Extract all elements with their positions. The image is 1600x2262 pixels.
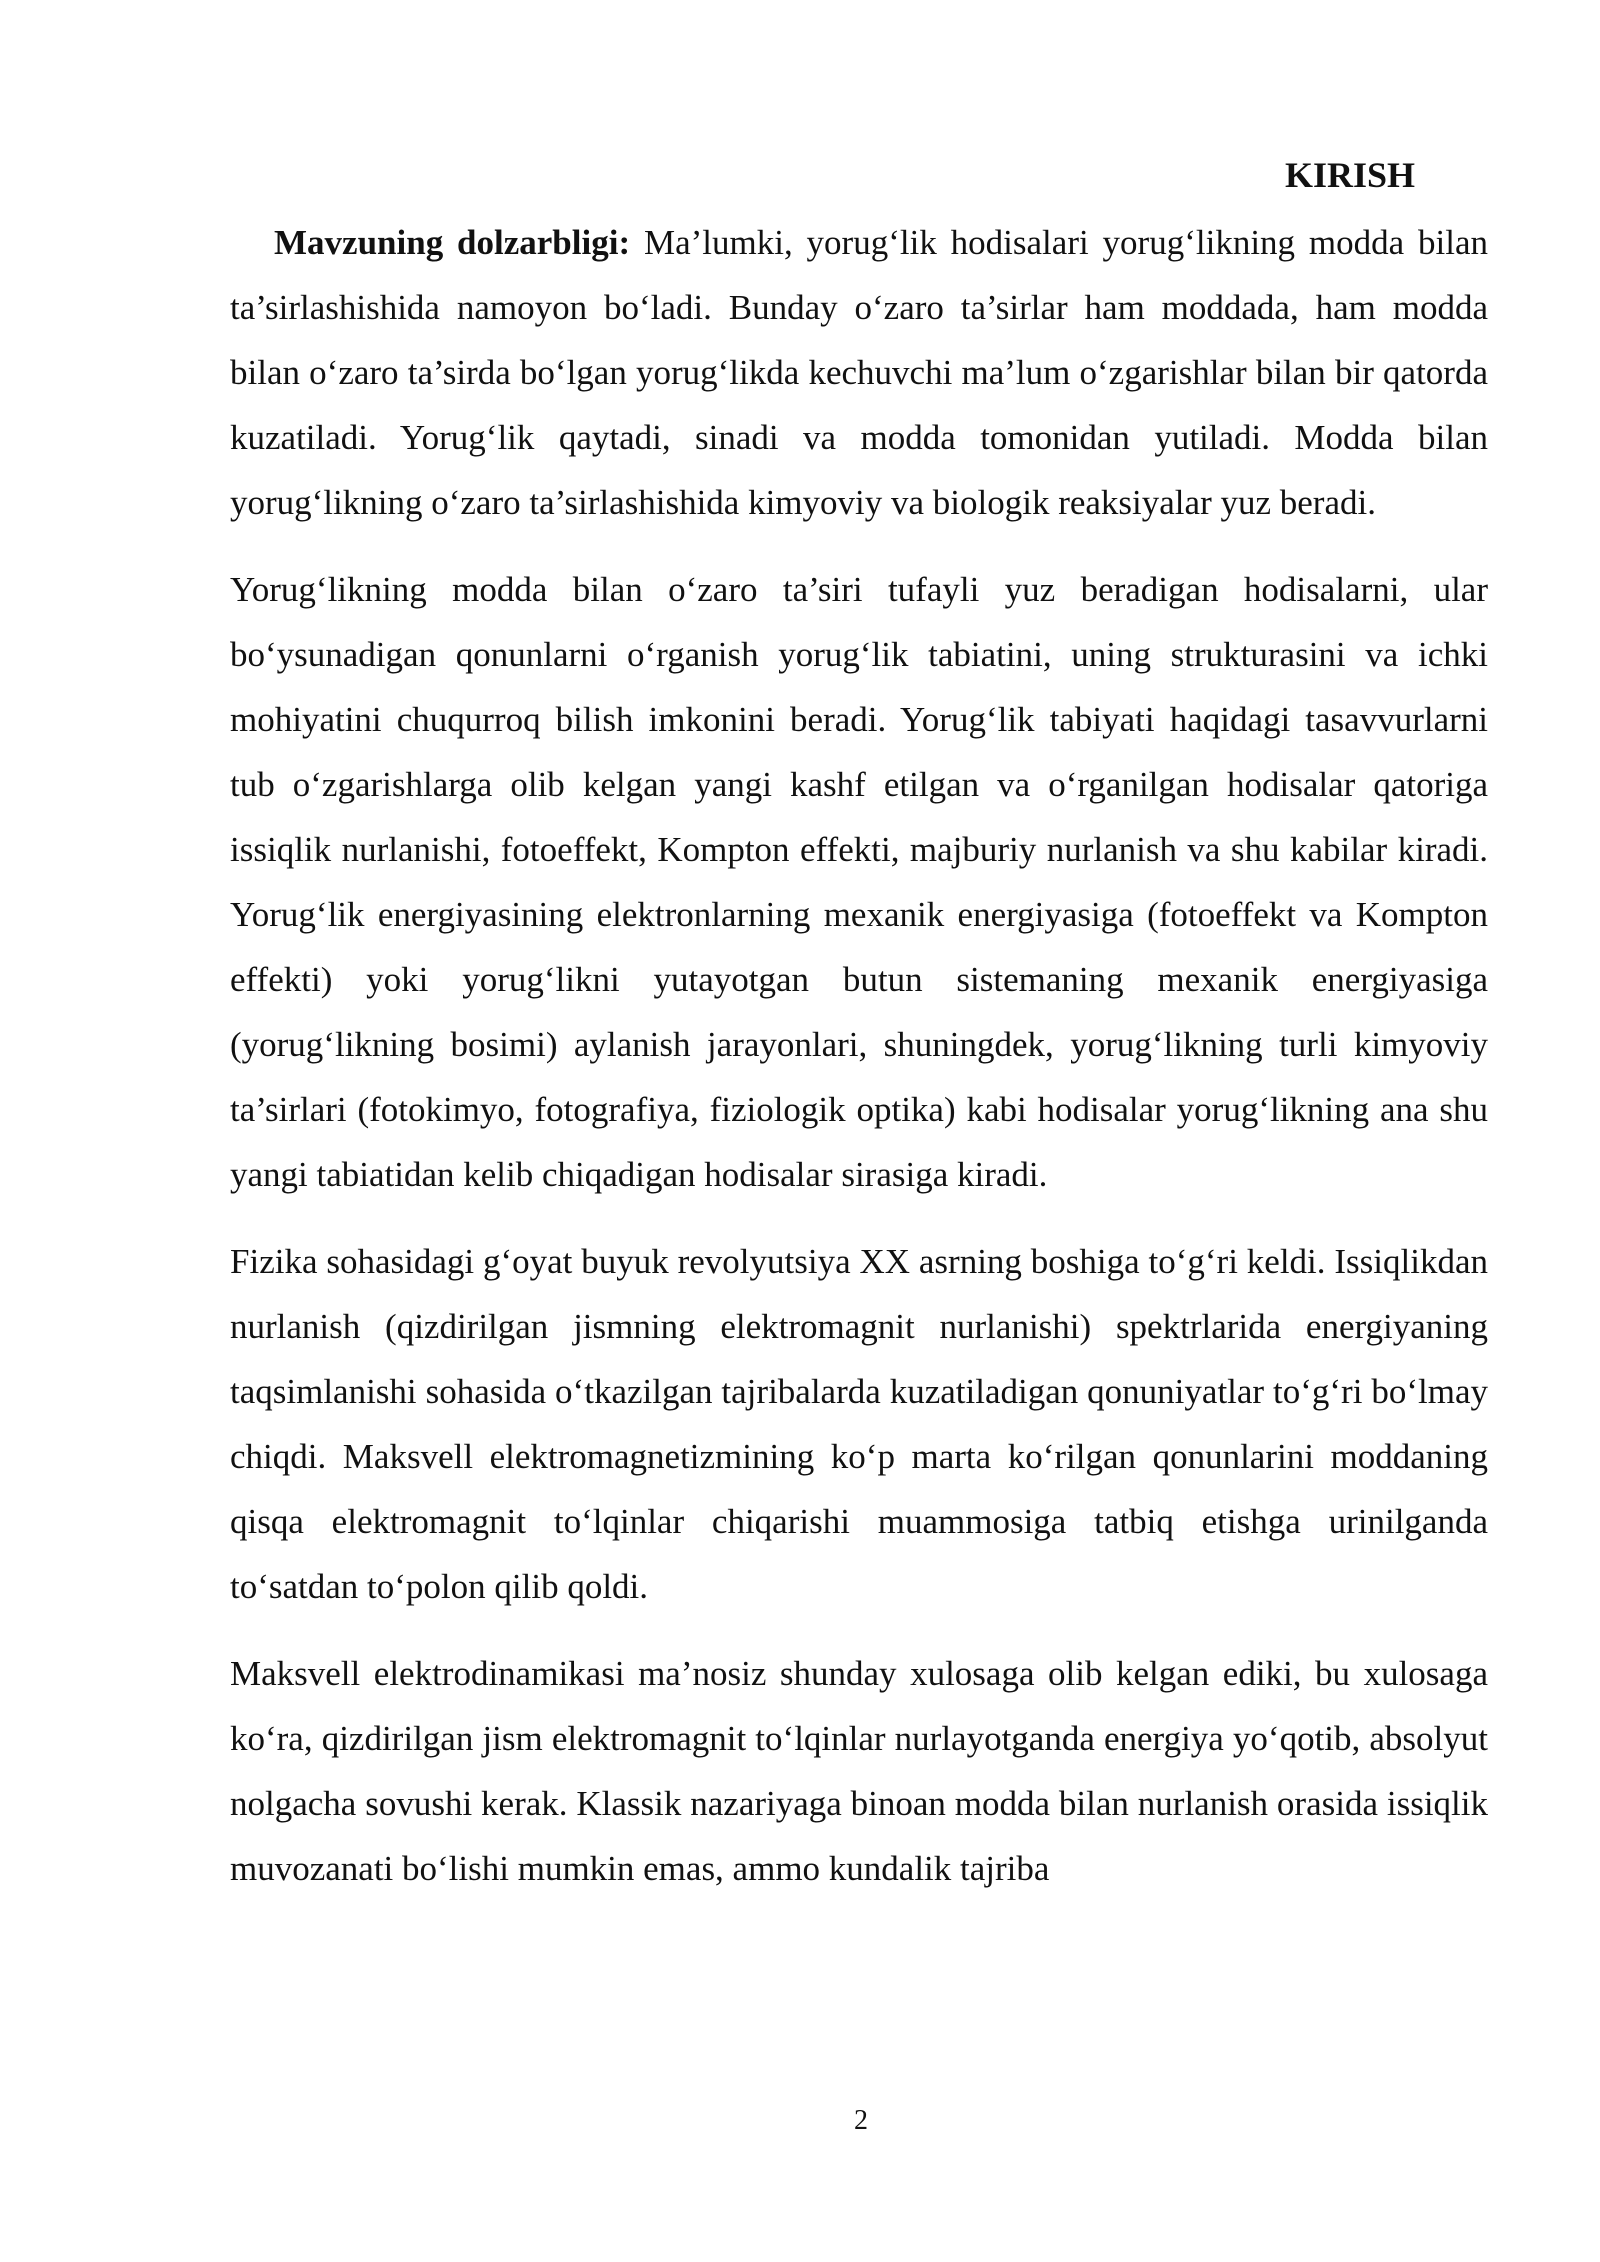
section-heading: KIRISH — [1285, 155, 1416, 195]
paragraph-lead: Mavzuning dolzarbligi: — [274, 223, 631, 262]
paragraph-revolution: Fizika sohasidagi g‘oyat buyuk revolyutsiya XX asrning boshiga to‘g‘ri keldi. Issiqlikdan nurlanish (qizdirilgan jismning elektromagnit nurlanishi) spektrlarida energiyaning taqsimlanishi sohasida o‘tkazilgan tajribalarda kuzatiladigan qonuniyatlar to‘g‘ri bo‘lmay chiqdi. Maksvell elektromagnetizmining ko‘p marta ko‘rilgan qonunlarini moddaning qisqa elektromagnit to‘lqinlar chiqarishi muammosiga tatbiq etishga urinilganda to‘satdan to‘polon qilib qoldi. — [230, 1242, 1488, 1606]
page-number: 2 — [854, 2105, 868, 2136]
paragraph-maxwell: Maksvell elektrodinamikasi ma’nosiz shunday xulosaga olib kelgan ediki, bu xulosaga ko‘ra, qizdirilgan jism elektromagnit to‘lqinlar nurlayotganda energiya yo‘qotib, absolyut nolgacha sovushi kerak. Klassik nazariyaga binoan modda bilan nurlanish orasida issiqlik muvozanati bo‘lishi mumkin emas, ammo kundalik tajriba — [230, 1654, 1488, 1888]
body-text — [230, 210, 1488, 1901]
paragraph-relevance — [230, 210, 1488, 535]
paragraph-text: Ma’lumki, yorug‘lik hodisalari yorug‘likning modda bilan ta’sirlashishida namoyon bo‘ladi. Bunday o‘zaro ta’sirlar ham moddada, ham modda bilan o‘zaro ta’sirda bo‘lgan yorug‘likda kechuvchi ma’lum o‘zgarishlar bilan bir qatorda kuzatiladi. Yorug‘lik qaytadi, sinadi va modda tomonidan yutiladi. Modda bilan yorug‘likning o‘zaro ta’sirlashishida kimyoviy va biologik reaksiyalar yuz beradi. — [230, 223, 1488, 522]
paragraph-light-matter: Yorug‘likning modda bilan o‘zaro ta’siri tufayli yuz beradigan hodisalarni, ular bo‘ysunadigan qonunlarni o‘rganish yorug‘lik tabiatini, uning strukturasini va ichki mohiyatini chuqurroq bilish imkonini beradi. Yorug‘lik tabiyati haqidagi tasavvurlarni tub o‘zgarishlarga olib kelgan yangi kashf etilgan va o‘rganilgan hodisalar qatoriga issiqlik nurlanishi, fotoeffekt, Kompton effekti, majburiy nurlanish va shu kabilar kiradi. Yorug‘lik energiyasining elektronlarning mexanik energiyasiga (fotoeffekt va Kompton effekti) yoki yorug‘likni yutayotgan butun sistemaning mexanik energiyasiga (yorug‘likning bosimi) aylanish jarayonlari, shuningdek, yorug‘likning turli kimyoviy ta’sirlari (fotokimyo, fotografiya, fiziologik optika) kabi hodisalar yorug‘likning ana shu yangi tabiatidan kelib chiqadigan hodisalar sirasiga kiradi. — [230, 570, 1488, 1194]
